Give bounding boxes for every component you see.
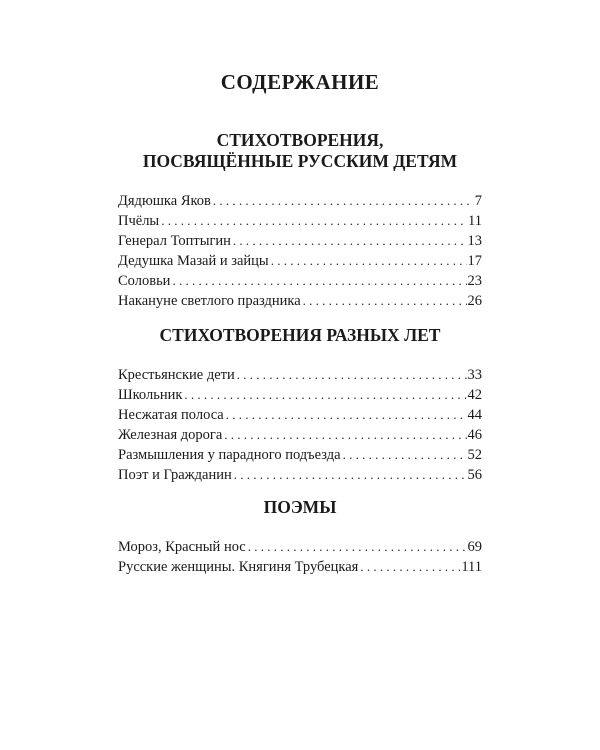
entry-title: Школьник	[118, 387, 183, 403]
entry-title: Несжатая полоса	[118, 407, 224, 423]
entry-title: Пчёлы	[118, 213, 160, 229]
section-heading: ПОЭМЫ	[263, 497, 337, 517]
dot-leader	[233, 231, 467, 251]
entry-title: Накануне светлого праздника	[118, 293, 301, 309]
section-heading: СТИХОТВОРЕНИЯ, ПОСВЯЩЁННЫЕ РУССКИМ ДЕТЯМ	[142, 130, 458, 171]
dot-leader	[248, 537, 467, 557]
page-title: СОДЕРЖАНИЕ	[220, 70, 380, 94]
toc-entry	[118, 425, 482, 445]
entry-page-number: 111	[461, 559, 482, 575]
dot-leader	[237, 365, 467, 385]
section-heading: СТИХОТВОРЕНИЯ РАЗНЫХ ЛЕТ	[159, 325, 441, 345]
toc-entry-list	[118, 365, 482, 485]
entry-page-number: 7	[474, 193, 482, 209]
toc-section	[118, 130, 482, 311]
toc-entry	[118, 465, 482, 485]
entry-page-number: 52	[467, 447, 482, 463]
toc-entry	[118, 385, 482, 405]
dot-leader	[184, 385, 466, 405]
dot-leader	[226, 405, 467, 425]
entry-title: Поэт и Гражданин	[118, 467, 232, 483]
entry-page-number: 33	[467, 367, 482, 383]
entry-title: Размышления у парадного подъезда	[118, 447, 341, 463]
entry-title: Русские женщины. Княгиня Трубецкая	[118, 559, 359, 575]
dot-leader	[224, 425, 466, 445]
dot-leader	[213, 191, 474, 211]
entry-title: Дедушка Мазай и зайцы	[118, 253, 269, 269]
toc-entry	[118, 365, 482, 385]
dot-leader	[161, 211, 467, 231]
dot-leader	[271, 251, 467, 271]
toc-entry	[118, 405, 482, 425]
toc-entry	[118, 271, 482, 291]
toc-entry	[118, 211, 482, 231]
entry-title: Мороз, Красный нос	[118, 539, 246, 555]
entry-page-number: 69	[467, 539, 482, 555]
entry-page-number: 46	[467, 427, 482, 443]
entry-title: Железная дорога	[118, 427, 223, 443]
toc-entry-list	[118, 191, 482, 311]
toc-entry	[118, 445, 482, 465]
entry-page-number: 13	[467, 233, 482, 249]
toc-entry	[118, 291, 482, 311]
dot-leader	[172, 271, 466, 291]
entry-title: Дядюшка Яков	[118, 193, 211, 209]
dot-leader	[303, 291, 467, 311]
dot-leader	[360, 557, 460, 577]
entry-page-number: 11	[468, 213, 482, 229]
entry-title: Соловьи	[118, 273, 171, 289]
entry-page-number: 23	[467, 273, 482, 289]
toc-section	[118, 497, 482, 577]
toc-section	[118, 325, 482, 485]
entry-page-number: 26	[467, 293, 482, 309]
toc-entry	[118, 557, 482, 577]
toc-entry	[118, 191, 482, 211]
entry-page-number: 17	[467, 253, 482, 269]
entry-page-number: 44	[467, 407, 482, 423]
entry-page-number: 42	[467, 387, 482, 403]
entry-page-number: 56	[467, 467, 482, 483]
toc-entry-list	[118, 537, 482, 577]
entry-title: Крестьянские дети	[118, 367, 235, 383]
toc-entry	[118, 231, 482, 251]
entry-title: Генерал Топтыгин	[118, 233, 231, 249]
toc-entry	[118, 251, 482, 271]
dot-leader	[234, 465, 467, 485]
dot-leader	[343, 445, 467, 465]
toc-entry	[118, 537, 482, 557]
